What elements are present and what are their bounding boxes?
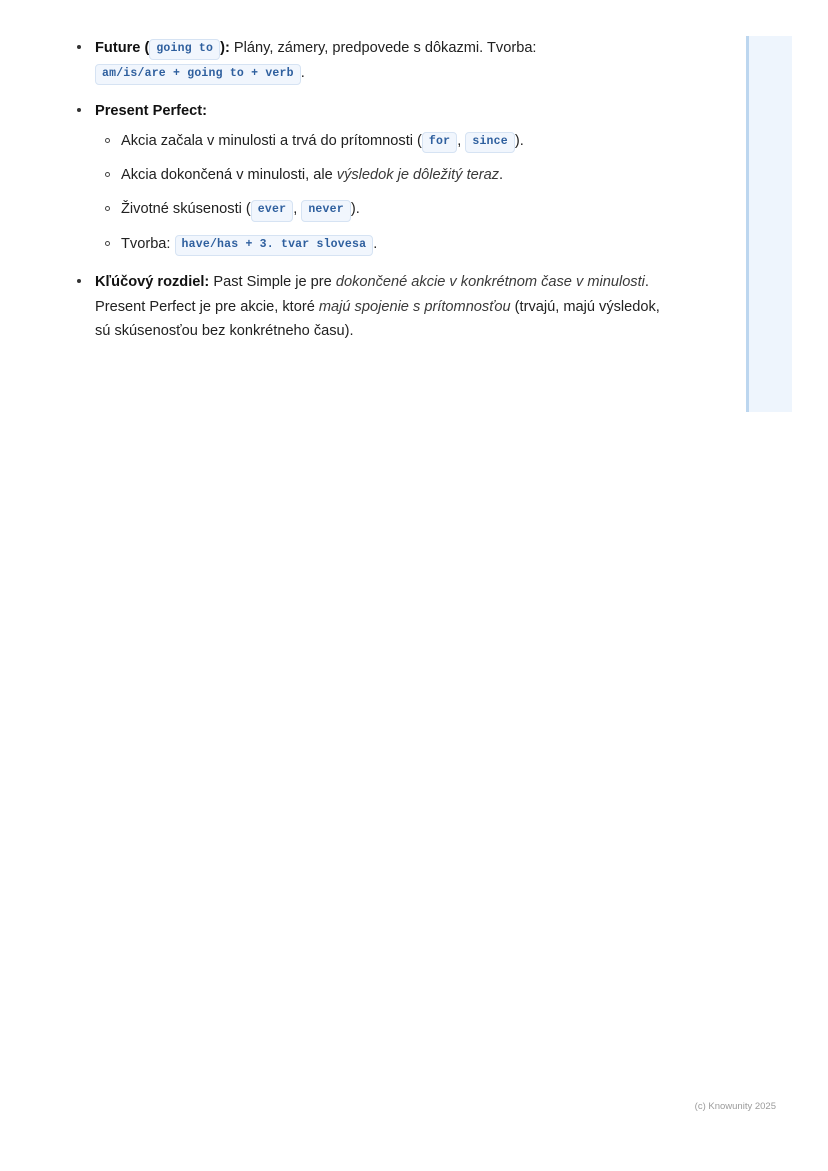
code-chip-going-to: going to [149,39,220,60]
present-perfect-sublist [95,130,668,256]
comma-separator-1: , [457,132,462,149]
code-chip-never: never [301,200,351,221]
code-chip-since: since [465,132,515,153]
key-difference-emphasis-2: majú spojenie s prítomnosťou [318,298,511,315]
present-perfect-title: Present Perfect: [95,103,207,120]
comma-separator-2: , [293,201,298,218]
future-description: Plány, zámery, predpovede s dôkazmi. Tvorba: [229,40,537,56]
key-difference-part2: . Present Perfect je pre akcie, ktoré [95,274,649,315]
action-started-close: ). [514,132,524,149]
key-difference-emphasis-1: dokončené akcie v konkrétnom čase v minulosti [335,274,645,291]
list-item-action-finished-result [95,164,668,187]
list-item-present-perfect [68,99,668,256]
notes-list [68,36,668,344]
list-item-future-going-to [68,36,668,85]
code-chip-ever: ever [251,200,293,221]
decorative-side-panel [746,36,792,412]
list-item-formation [95,233,668,256]
code-chip-for: for [422,132,457,153]
key-difference-title: Kľúčový rozdiel: [95,274,210,291]
key-difference-part1: Past Simple je pre [209,274,336,291]
life-experience-close: ). [350,201,360,218]
footer-copyright: (c) Knowunity 2025 [694,1101,776,1112]
list-item-key-difference [68,270,668,344]
list-item-action-started-past [95,130,668,153]
life-experience-text: Životné skúsenosti ( [121,201,251,218]
side-panel-accent-bar [746,36,749,412]
action-finished-period: . [499,166,504,183]
future-label-close: ): [220,40,230,56]
action-started-text: Akcia začala v minulosti a trvá do prítomnosti ( [121,132,422,149]
action-finished-text: Akcia dokončená v minulosti, ale [121,166,337,183]
code-chip-have-has-third-form: have/has + 3. tvar slovesa [175,235,374,256]
formation-label: Tvorba: [121,235,171,252]
list-item-life-experience [95,198,668,221]
future-label: Future ( [95,40,150,56]
action-finished-emphasis: výsledok je dôležitý teraz [336,166,500,183]
future-tail-period: . [300,64,305,81]
formation-period: . [373,235,378,252]
document-content [68,36,668,358]
code-chip-am-is-are-going-to-verb: am/is/are + going to + verb [95,64,301,85]
key-difference-part3: (trvajú, majú výsledok, sú skúsenosťou bez konkrétneho času). [95,298,660,340]
